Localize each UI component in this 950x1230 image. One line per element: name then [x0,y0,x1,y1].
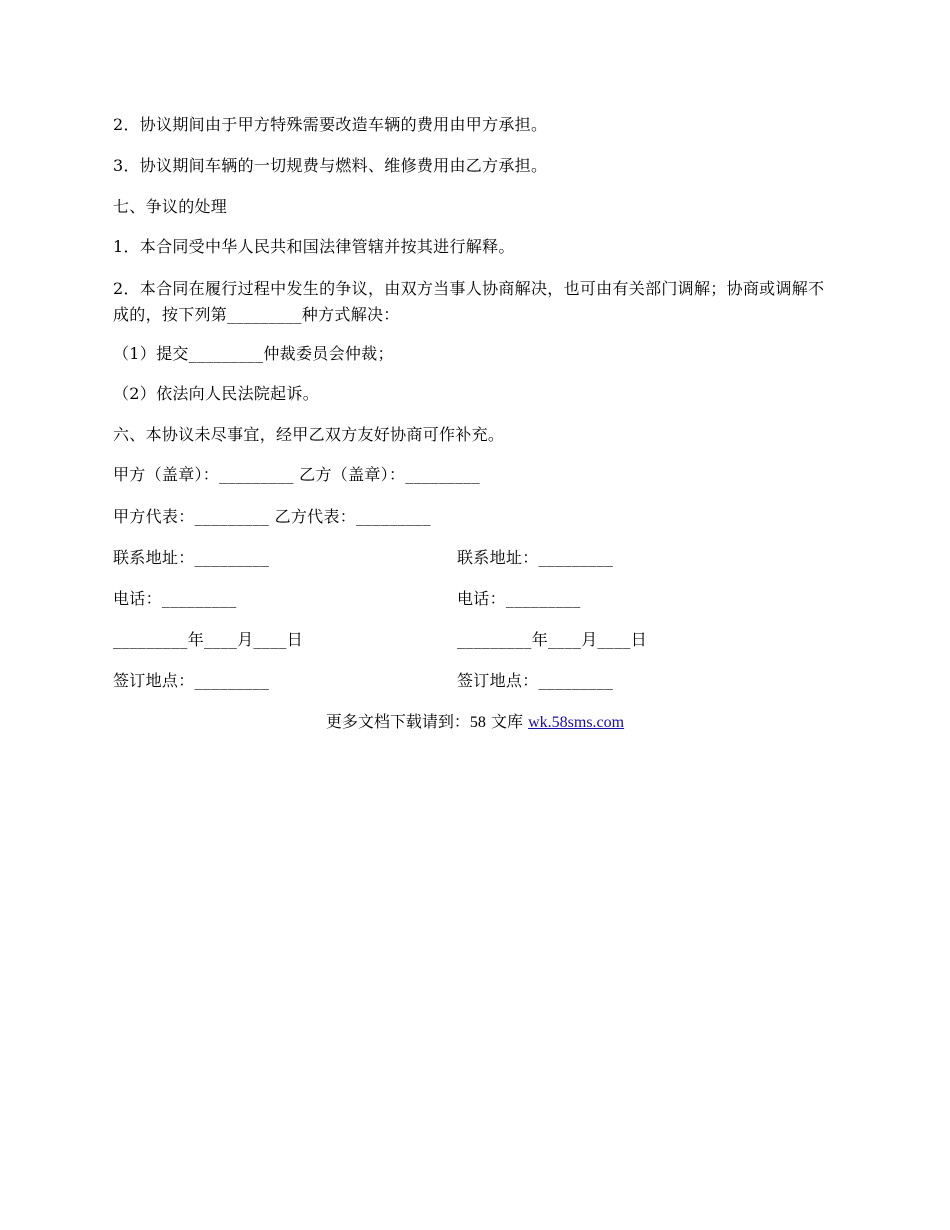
party-a-phone: 电话：_________ [113,589,237,608]
footer-number: 58 [469,714,486,731]
section-heading-disputes: 七、争议的处理 [113,197,228,216]
footer-download-note [0,711,950,734]
clause-2-dispute-resolution: 2．本合同在履行过程中发生的争议，由双方当事人协商解决，也可由有关部门调解；协商或调解不成的，按下列第_________种方式解决： [113,279,825,324]
option-1-arbitration: （1）提交_________仲裁委员会仲裁； [113,344,394,363]
party-representative-line: 甲方代表：_________ 乙方代表：_________ [113,507,431,526]
party-a-signing-place: 签订地点：_________ [113,671,270,690]
footer-prefix: 更多文档下载请到： [325,712,470,731]
option-2-litigation: （2）依法向人民法院起诉。 [113,384,320,403]
footer-suffix: 文库 [485,712,529,731]
footer-site-link[interactable]: wk.58sms.com [528,714,625,731]
clause-3-vehicle-fees: 3．协议期间车辆的一切规费与燃料、维修费用由乙方承担。 [113,156,548,175]
clause-2-vehicle-modification: 2．协议期间由于甲方特殊需要改造车辆的费用由甲方承担。 [113,115,548,134]
clause-1-governing-law: 1．本合同受中华人民共和国法律管辖并按其进行解释。 [113,237,515,256]
party-b-signing-place: 签订地点：_________ [457,671,614,690]
party-b-address: 联系地址：_________ [457,548,614,567]
party-a-date: _________年____月____日 [113,630,303,649]
party-a-address: 联系地址：_________ [113,548,270,567]
section-heading-supplement: 六、本协议未尽事宜，经甲乙双方友好协商可作补充。 [113,425,505,444]
party-b-date: _________年____月____日 [457,630,647,649]
party-b-phone: 电话：_________ [457,589,581,608]
party-seal-line: 甲方（盖章）：_________ 乙方（盖章）：_________ [113,465,480,484]
